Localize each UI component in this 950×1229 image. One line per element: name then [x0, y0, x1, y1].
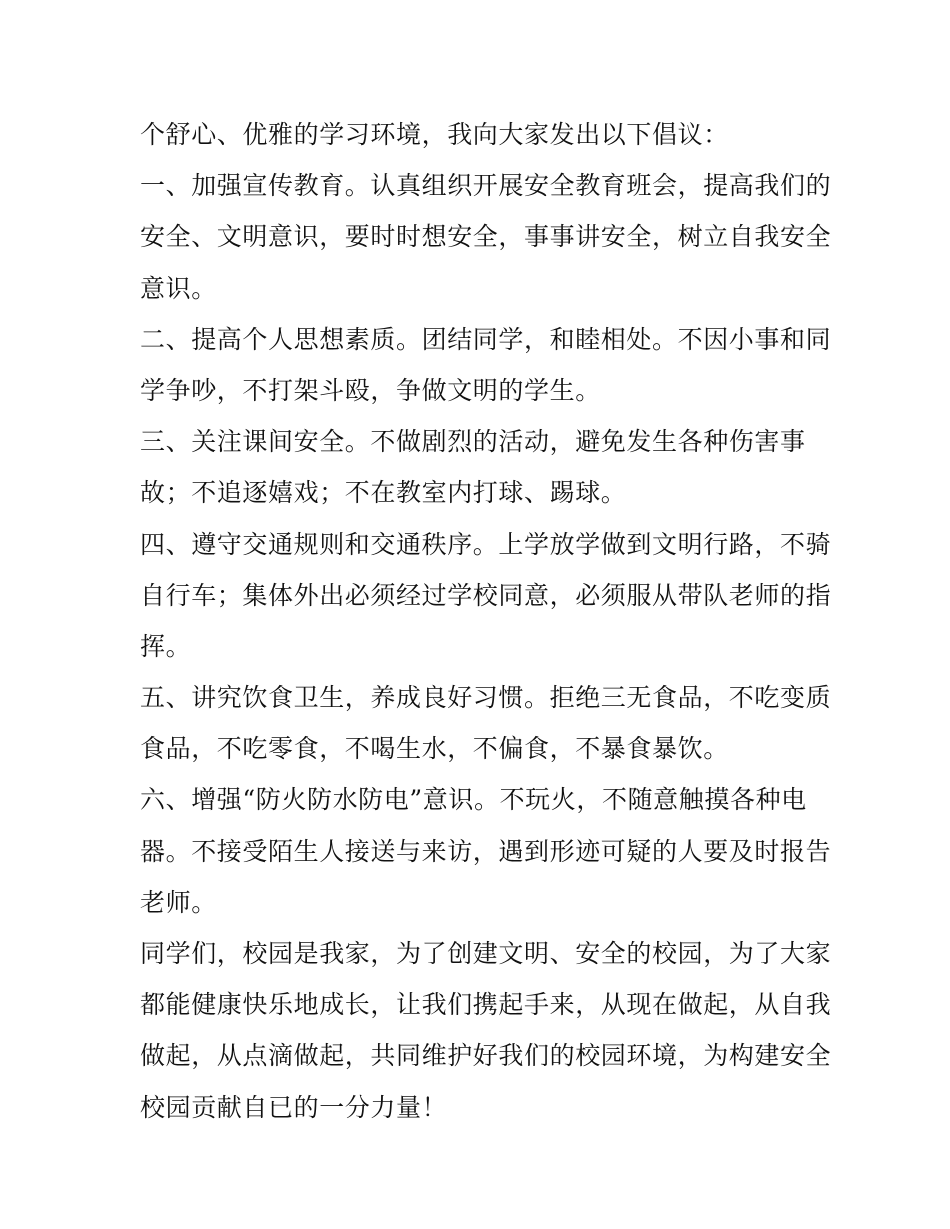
text-line: 故；不追逐嬉戏；不在教室内打球、踢球。 [140, 478, 627, 508]
body-text [140, 109, 832, 1133]
text-line: 五、讲究饮食卫生，养成良好习惯。拒绝三无食品，不吃变质 [140, 683, 832, 713]
text-line: 挥。 [140, 631, 192, 661]
text-line: 四、遵守交通规则和交通秩序。上学放学做到文明行路，不骑 [140, 529, 832, 559]
text-line: 安全、文明意识，要时时想安全，事事讲安全，树立自我安全 [140, 222, 832, 252]
text-line: 一、加强宣传教育。认真组织开展安全教育班会，提高我们的 [140, 171, 832, 201]
text-line: 二、提高个人思想素质。团结同学，和睦相处。不因小事和同 [140, 324, 832, 354]
text-line: 都能健康快乐地成长，让我们携起手来，从现在做起，从自我 [140, 990, 832, 1020]
text-line: 学争吵，不打架斗殴，争做文明的学生。 [140, 375, 601, 405]
text-line: 做起，从点滴做起，共同维护好我们的校园环境，为构建安全 [140, 1041, 832, 1071]
text-line: 三、关注课间安全。不做剧烈的活动，避免发生各种伤害事 [140, 427, 806, 457]
text-line: 食品，不吃零食，不喝生水，不偏食，不暴食暴饮。 [140, 734, 729, 764]
text-line: 老师。 [140, 887, 217, 917]
text-line: 器。不接受陌生人接送与来访，遇到形迹可疑的人要及时报告 [140, 836, 832, 866]
text-line: 六、增强“防火防水防电”意识。不玩火，不随意触摸各种电 [140, 785, 807, 815]
text-line: 自行车；集体外出必须经过学校同意，必须服从带队老师的指 [140, 580, 832, 610]
text-line: 意识。 [140, 273, 217, 303]
text-line: 个舒心、优雅的学习环境，我向大家发出以下倡议： [140, 120, 729, 149]
text-line: 校园贡献自已的一分力量！ [140, 1092, 448, 1122]
text-line: 同学们，校园是我家，为了创建文明、安全的校园，为了大家 [140, 939, 832, 968]
